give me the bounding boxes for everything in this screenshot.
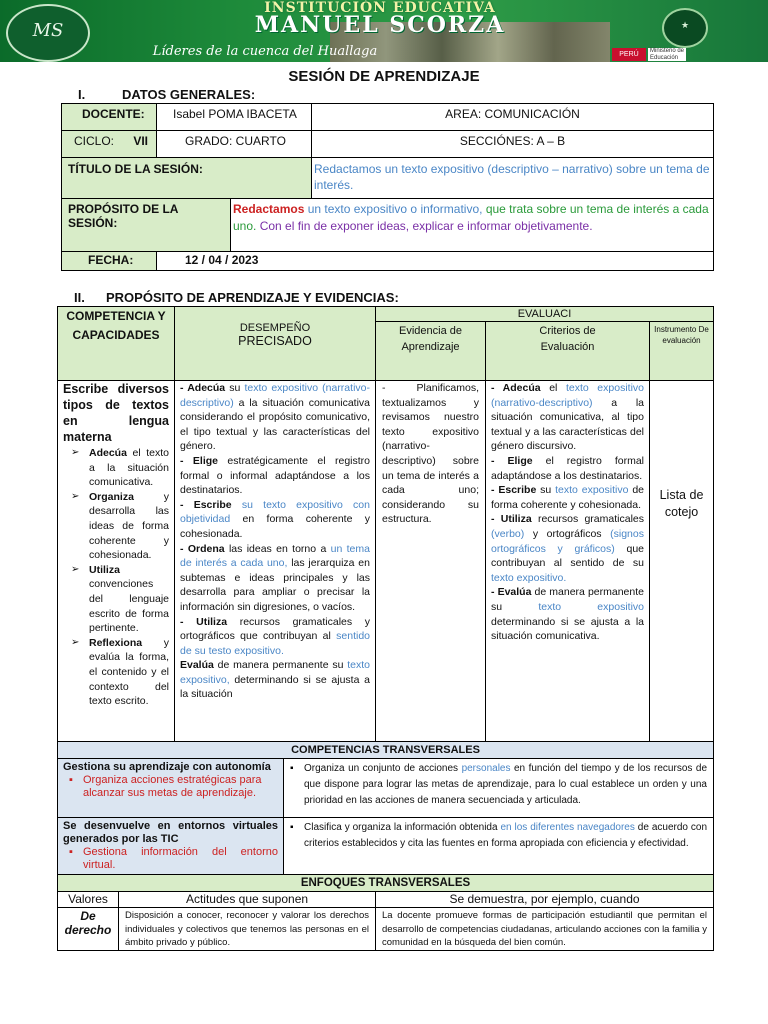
transversal-2-cell xyxy=(57,817,284,875)
transversal-1-item: ▪ Organiza acciones estratégicas para alcanzar sus metas de aprendizaje. xyxy=(69,774,278,800)
section-1-label: DATOS GENERALES: xyxy=(122,87,256,102)
school-name: MANUEL SCORZA xyxy=(254,12,506,38)
secondary-logo: ★ xyxy=(662,8,708,48)
peru-badge: PERÚ xyxy=(612,48,646,61)
section-1-number: I. xyxy=(78,87,86,102)
grado-value: GRADO: CUARTO xyxy=(156,130,312,158)
school-logo: MS xyxy=(6,4,90,62)
titulo-label: TÍTULO DE LA SESIÓN: xyxy=(61,157,312,199)
ministry-badge: Ministerio de Educación xyxy=(650,48,685,61)
transversal-2-item: ▪ Gestiona información del entorno virtual. xyxy=(69,846,278,872)
enfoques-header-valores: Valores xyxy=(57,891,119,908)
proposito-label: PROPÓSITO DE LA SESIÓN: xyxy=(61,198,231,252)
header-evidencia: Evidencia de Aprendizaje xyxy=(375,321,486,381)
institution-name: INSTITUCIÓN EDUCATIVA xyxy=(264,0,496,16)
transversal-1-list xyxy=(63,774,278,800)
header-instrumento: Instrumento De evaluación xyxy=(649,321,714,381)
transversal-2-list xyxy=(63,846,278,872)
enfoque-valor: De derecho xyxy=(57,907,119,951)
proposito-value: Redactamos un texto expositivo o informativo, que trata sobre un tema de interés a cada uno. Con el fin de exponer ideas, explicar e informar objetivamente. xyxy=(230,198,714,252)
header-evaluacion: EVALUACI xyxy=(375,306,714,322)
competencia-cell xyxy=(57,380,175,742)
transversal-1-title: Gestiona su aprendizaje con autonomía xyxy=(63,761,271,773)
header-banner xyxy=(0,0,768,62)
transversal-1-desc: ▪ Organiza un conjunto de acciones personales en función del tiempo y de los recursos de que dispone para lograr las metas de aprendizaje, para lo cual establece un orden y una prioridad en las acciones de manera secuenciada y articulada. xyxy=(283,758,714,818)
school-motto: Líderes de la cuenca del Huallaga xyxy=(152,44,378,59)
ciclo-value: VII xyxy=(133,134,148,148)
evidencia-cell: - Planificamos, textualizamos y revisamos nuestro texto expositivo (narrativo-descriptivo) sobre un tema de interés a cada uno; considerando su estructura. xyxy=(375,380,486,742)
ciclo-label: CICLO: VII xyxy=(61,130,157,158)
docente-label: DOCENTE: xyxy=(61,103,157,131)
capacidades-list xyxy=(63,446,169,709)
capacidad-item: ➢ Organiza y desarrolla las ideas de forma coherente y cohesionada. xyxy=(71,490,169,563)
capacidad-item: ➢ Reflexiona y evalúa la forma, el contenido y el contexto del texto escrito. xyxy=(71,636,169,709)
criterios-cell: - Adecúa el texto expositivo (narrativo-descriptivo) a la situación comunicativa, al tipo textual y a las características del género discursivo. - Elige el registro formal adaptándose a los destinatarios. - Escribe su texto expositivo de forma coherente y cohesionada. - Utiliza recursos gramaticales (verbo) y ortográficos (signos ortográficos y gráficos) que contribuyan al sentido de su texto expositivo. - Evalúa de manera permanente su texto expositivo determinando si se ajusta a la situación comunicativa. xyxy=(485,380,650,742)
enfoques-header-demuestra: Se demuestra, por ejemplo, cuando xyxy=(375,891,714,908)
transversal-2-desc: ▪ Clasifica y organiza la información obtenida en los diferentes navegadores de acuerdo con criterios establecidos y cita las fuentes en forma apropiada con eficiencia y efectividad. xyxy=(283,817,714,875)
area-value: AREA: COMUNICACIÓN xyxy=(311,103,714,131)
desempeno-cell: - Adecúa su texto expositivo (narrativo-descriptivo) a la situación comunicativa considerando el propósito comunicativo, el tipo textual y las características del género. - Elige estratégicamente el registro formal o informal adaptándose a los destinatarios. - Escribe su texto expositivo con objetividad en forma coherente y cohesionada. - Ordena las ideas en torno a un tema de interés a cada uno, las jerarquiza en subtemas e ideas principales y las desarrolla para ampliar o precisar la información sin digresiones, o vacíos. - Utiliza recursos gramaticales y ortográficos que contribuyan al sentido de su testo expositivo. Evalúa de manera permanente su texto expositivo, determinando si se ajusta a la situación xyxy=(174,380,376,742)
fecha-label: FECHA: xyxy=(61,251,157,271)
enfoque-demuestra: La docente promueve formas de participación estudiantil que permitan el desarrollo de competencias ciudadanas, articulando acciones con la familia y comunidad en la búsqueda del bien común. xyxy=(375,907,714,951)
header-desempeno: DESEMPEÑO PRECISADO xyxy=(174,306,376,381)
titulo-value: Redactamos un texto expositivo (descriptivo – narrativo) sobre un tema de interés. xyxy=(311,157,714,199)
transversal-2-title: Se desenvuelve en entornos virtuales generados por las TIC xyxy=(63,820,278,845)
capacidad-item: ➢ Adecúa el texto a la situación comunicativa. xyxy=(71,446,169,490)
fecha-value: 12 / 04 / 2023 xyxy=(156,251,714,271)
capacidad-item: ➢ Utiliza convenciones del lenguaje escrito de forma pertinente. xyxy=(71,563,169,636)
enfoques-header-actitudes: Actitudes que suponen xyxy=(118,891,376,908)
section-2-number: II. xyxy=(74,290,85,305)
header-competencia: COMPETENCIA Y CAPACIDADES xyxy=(57,306,175,381)
secciones-value: SECCIÓNES: A – B xyxy=(311,130,714,158)
transversal-1-cell xyxy=(57,758,284,818)
enfoques-title: ENFOQUES TRANSVERSALES xyxy=(57,874,714,892)
page-title: SESIÓN DE APRENDIZAJE xyxy=(288,68,480,85)
docente-value: Isabel POMA IBACETA xyxy=(156,103,312,131)
header-criterios: Criterios de Evaluación xyxy=(485,321,650,381)
competencia-title: Escribe diversos tipos de textos en lengua materna xyxy=(63,382,169,444)
section-2-label: PROPÓSITO DE APRENDIZAJE Y EVIDENCIAS: xyxy=(106,290,399,305)
instrumento-cell: Lista de cotejo xyxy=(649,380,714,742)
enfoque-actitud: Disposición a conocer, reconocer y valorar los derechos individuales y colectivos que tenemos las personas en el ámbito privado y público. xyxy=(118,907,376,951)
transversales-title: COMPETENCIAS TRANSVERSALES xyxy=(57,741,714,759)
